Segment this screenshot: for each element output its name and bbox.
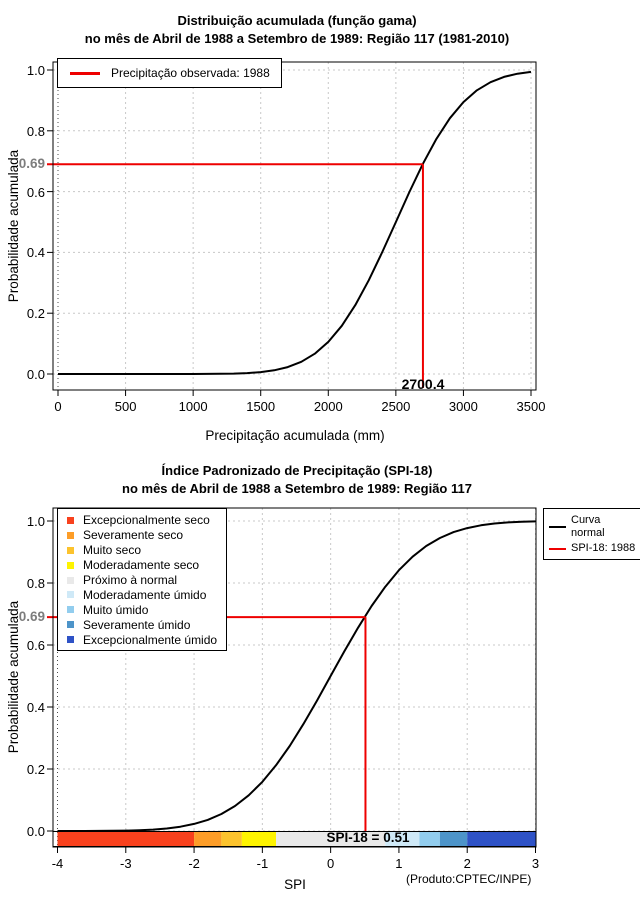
x-tick-label: -2	[188, 856, 200, 871]
spi-legend-label: SPI-18: 1988	[571, 542, 636, 554]
colorbar-segment	[221, 832, 241, 847]
legend-item	[58, 602, 226, 617]
red-line-sample	[70, 72, 100, 75]
legend-item	[58, 617, 226, 632]
y-tick-label: 0.2	[26, 762, 45, 777]
category-label: Muito seco	[83, 543, 142, 558]
x-tick-label: 0	[54, 399, 62, 414]
category-color-swatch	[67, 562, 74, 569]
red-line-sample	[549, 548, 566, 550]
chart1-marker-x-label: 2700.4	[401, 376, 445, 392]
category-label: Muito úmido	[83, 602, 149, 617]
x-tick-label: -1	[256, 856, 269, 871]
category-label: Excepcionalmente seco	[83, 513, 210, 528]
category-color-swatch	[67, 517, 74, 524]
x-tick-label: 2000	[313, 399, 343, 414]
x-tick-label: 3	[531, 856, 540, 871]
y-tick-label: 0.4	[26, 245, 45, 261]
x-tick-label: 2500	[381, 399, 411, 414]
x-tick-label: 0	[326, 856, 335, 871]
chart2-footnote: (Produto:CPTEC/INPE)	[406, 872, 532, 886]
legend-item	[58, 528, 226, 543]
y-tick-label: 0.2	[26, 306, 45, 322]
legend-item	[58, 513, 226, 528]
chart2-marker-y-label: 0.69	[18, 609, 45, 624]
category-color-swatch	[67, 577, 74, 584]
chart2-title-line2: no mês de Abril de 1988 a Setembro de 1989: Região 117	[122, 481, 472, 496]
chart1-title-line2: no mês de Abril de 1988 a Setembro de 1989: Região 117 (1981-2010)	[84, 31, 510, 46]
legend-row-spi18	[549, 542, 640, 555]
category-label: Moderadamente seco	[83, 558, 200, 573]
x-tick-label: 1	[395, 856, 403, 871]
chart1-legend	[57, 58, 282, 88]
chart1-marker-y-label: 0.69	[18, 156, 45, 171]
x-tick-label: 3000	[448, 399, 478, 414]
chart2-marker-label: SPI-18 = 0.51	[326, 830, 410, 845]
y-tick-label: 0.8	[26, 576, 45, 591]
plot-border	[53, 62, 536, 390]
chart2-category-legend	[57, 508, 227, 651]
y-tick-label: 0.6	[26, 638, 45, 653]
chart2-title-line1: Índice Padronizado de Precipitação (SPI-18)	[161, 463, 433, 478]
x-tick-label: 1500	[246, 399, 276, 414]
y-tick-label: 0.0	[26, 367, 45, 382]
chart1-legend-label: Precipitação observada: 1988	[111, 66, 270, 80]
category-label: Próximo à normal	[83, 573, 178, 587]
legend-row-curva-normal	[549, 514, 640, 540]
category-label: Moderadamente úmido	[83, 587, 207, 602]
x-tick-label: 3500	[516, 399, 546, 414]
curve-legend-label: Curva normal	[571, 514, 605, 539]
chart1-y-axis-title: Probabilidade acumulada	[6, 149, 21, 303]
chart2-x-axis-title: SPI	[284, 877, 306, 892]
category-color-swatch	[67, 591, 74, 598]
colorbar-segment	[58, 832, 195, 847]
chart2-curve-legend	[543, 508, 640, 560]
y-tick-label: 0.6	[26, 184, 45, 200]
x-tick-label: 1000	[178, 399, 208, 414]
chart1-x-axis-title: Precipitação acumulada (mm)	[205, 428, 385, 443]
category-label: Excepcionalmente úmido	[83, 632, 218, 647]
y-tick-label: 1.0	[26, 514, 45, 529]
category-color-swatch	[67, 621, 74, 628]
colorbar-segment	[194, 832, 221, 847]
legend-item	[58, 587, 226, 602]
legend-item	[58, 558, 226, 573]
y-tick-label: 1.0	[26, 63, 45, 78]
category-color-swatch	[67, 636, 74, 643]
category-label: Severamente úmido	[83, 617, 191, 632]
x-tick-label: 500	[114, 399, 137, 414]
y-tick-label: 0.4	[26, 700, 45, 715]
category-color-swatch	[67, 532, 74, 539]
legend-item	[58, 632, 226, 647]
category-color-swatch	[67, 606, 74, 613]
x-tick-label: -4	[51, 856, 64, 871]
y-tick-label: 0.0	[26, 824, 45, 839]
category-color-swatch	[67, 547, 74, 554]
category-label: Severamente seco	[83, 528, 184, 543]
colorbar-segment	[242, 832, 276, 847]
black-line-sample	[549, 526, 566, 528]
colorbar-segment	[467, 832, 535, 847]
chart1-title-line1: Distribuição acumulada (função gama)	[177, 13, 417, 28]
x-tick-label: -3	[120, 856, 132, 871]
legend-item	[58, 573, 226, 588]
cdf-curve	[58, 72, 531, 374]
chart2-y-axis-title: Probabilidade acumulada	[6, 600, 21, 754]
y-tick-label: 0.8	[26, 123, 45, 139]
x-tick-label: 2	[463, 856, 471, 871]
legend-item	[58, 543, 226, 558]
